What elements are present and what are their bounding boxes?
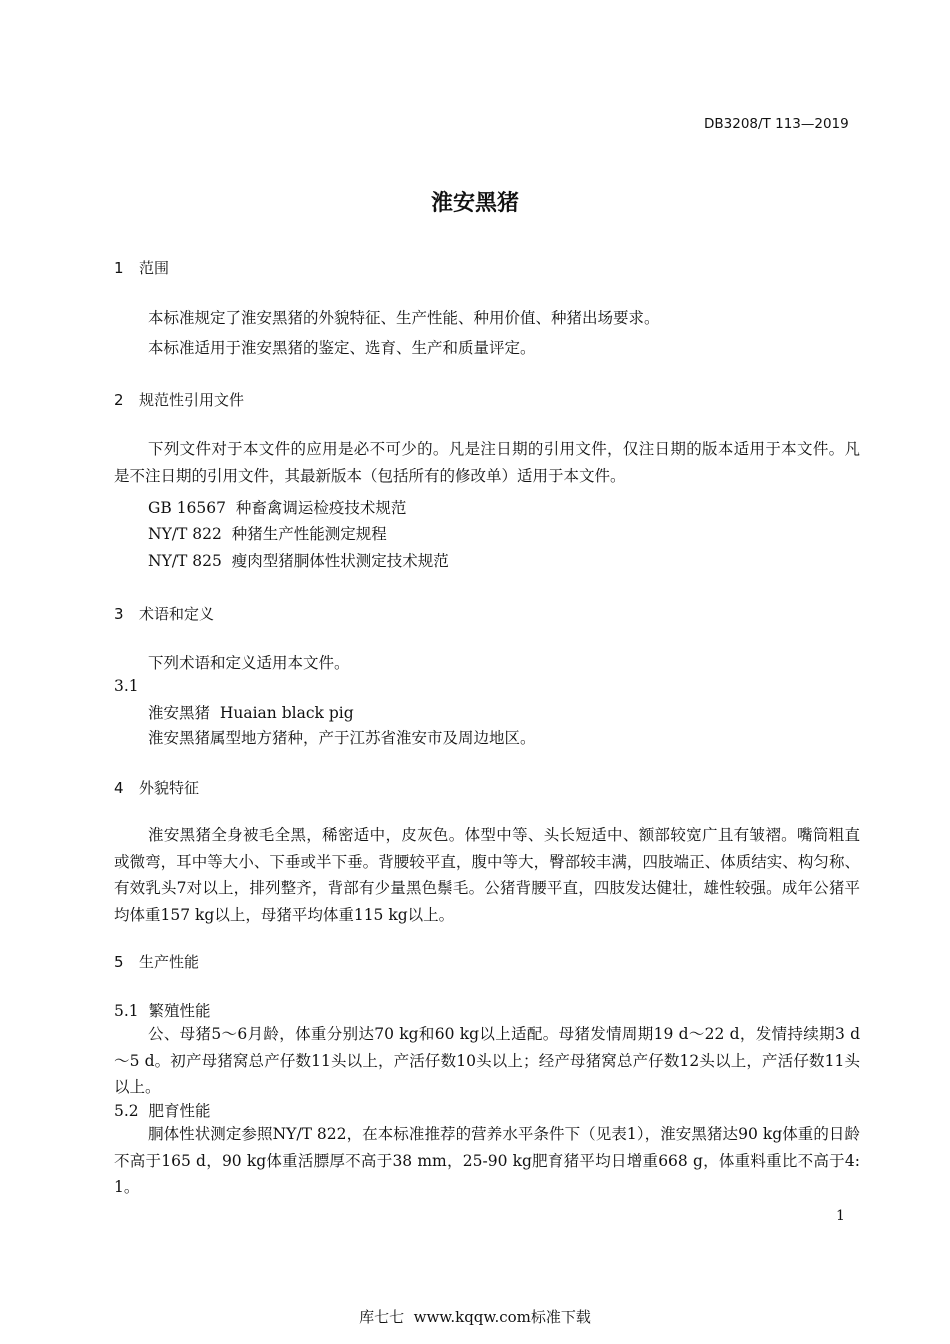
- reference-item: NY/T 825 瘦肉型猪胴体性状测定技术规范: [148, 552, 449, 570]
- document-title: 淮安黑猪: [430, 191, 519, 216]
- appearance-paragraph: 淮安黑猪全身被毛全黑，稀密适中，皮灰色。体型中等、头长短适中、额部较宽广且有皱褶。嘴筒粗直或微弯，耳中等大小、下垂或半下垂。背腰较平直，腹中等大，臀部较丰满，四肢端正、体质结实、构匀称、有效乳头7对以上，排列整齐，背部有少量黑色鬃毛。公猪背腰平直，四肢发达健壮，雄性较强。成年公猪平均体重157 kg以上，母猪平均体重115 kg以上。: [114, 826, 860, 924]
- term-name: 淮安黑猪 Huaian black pig: [148, 704, 354, 722]
- section-title: 术语和定义: [139, 605, 215, 623]
- section-number: 5: [114, 953, 124, 971]
- section-number: 4: [114, 779, 124, 797]
- scope-paragraph-2: 本标准适用于淮安黑猪的鉴定、选育、生产和质量评定。: [148, 339, 536, 357]
- section-5-heading: [114, 951, 199, 972]
- standard-code: DB3208/T 113—2019: [704, 116, 849, 132]
- section-number: 3: [114, 605, 124, 623]
- reference-item: GB 16567 种畜禽调运检疫技术规范: [148, 499, 407, 517]
- page-number: 1: [836, 1208, 845, 1224]
- term-definition: 淮安黑猪属型地方猪种，产于江苏省淮安市及周边地区。: [148, 729, 536, 747]
- section-title: 生产性能: [139, 953, 200, 971]
- fattening-paragraph: 胴体性状测定参照NY/T 822，在本标准推荐的营养水平条件下（见表1），淮安黑猪达90 kg体重的日龄不高于165 d，90 kg体重活膘厚不高于38 mm，25-90 kg肥育猪平均日增重668 g，体重料重比不高于4: 1。: [114, 1125, 860, 1196]
- section-3-heading: [114, 603, 214, 624]
- footer-watermark: 库七七 www.kqqw.com标准下载: [359, 1308, 591, 1326]
- section-4-heading: [114, 777, 199, 798]
- reference-item: NY/T 822 种猪生产性能测定规程: [148, 525, 387, 543]
- scope-paragraph-1: 本标准规定了淮安黑猪的外貌特征、生产性能、种用价值、种猪出场要求。: [148, 309, 660, 327]
- section-number: 2: [114, 391, 124, 409]
- section-2-heading: [114, 389, 244, 410]
- subsection-5-2-title: 5.2 肥育性能: [114, 1102, 211, 1120]
- section-number: 1: [114, 259, 124, 277]
- references-paragraph: 下列文件对于本文件的应用是必不可少的。凡是注日期的引用文件，仅注日期的版本适用于本文件。凡是不注日期的引用文件，其最新版本（包括所有的修改单）适用于本文件。: [114, 440, 860, 485]
- section-title: 规范性引用文件: [139, 391, 245, 409]
- section-title: 范围: [139, 259, 170, 277]
- term-number: 3.1: [114, 677, 139, 695]
- section-1-heading: [114, 257, 169, 278]
- section-title: 外貌特征: [139, 779, 200, 797]
- reproduction-paragraph: 公、母猪5～6月龄，体重分别达70 kg和60 kg以上适配。母猪发情周期19 d～22 d，发情持续期3 d～5 d。初产母猪窝总产仔数11头以上，产活仔数10头以上；经产母猪窝总产仔数12头以上，产活仔数11头以上。: [114, 1025, 860, 1096]
- terms-intro: 下列术语和定义适用本文件。: [148, 654, 350, 672]
- subsection-5-1-title: 5.1 繁殖性能: [114, 1002, 211, 1020]
